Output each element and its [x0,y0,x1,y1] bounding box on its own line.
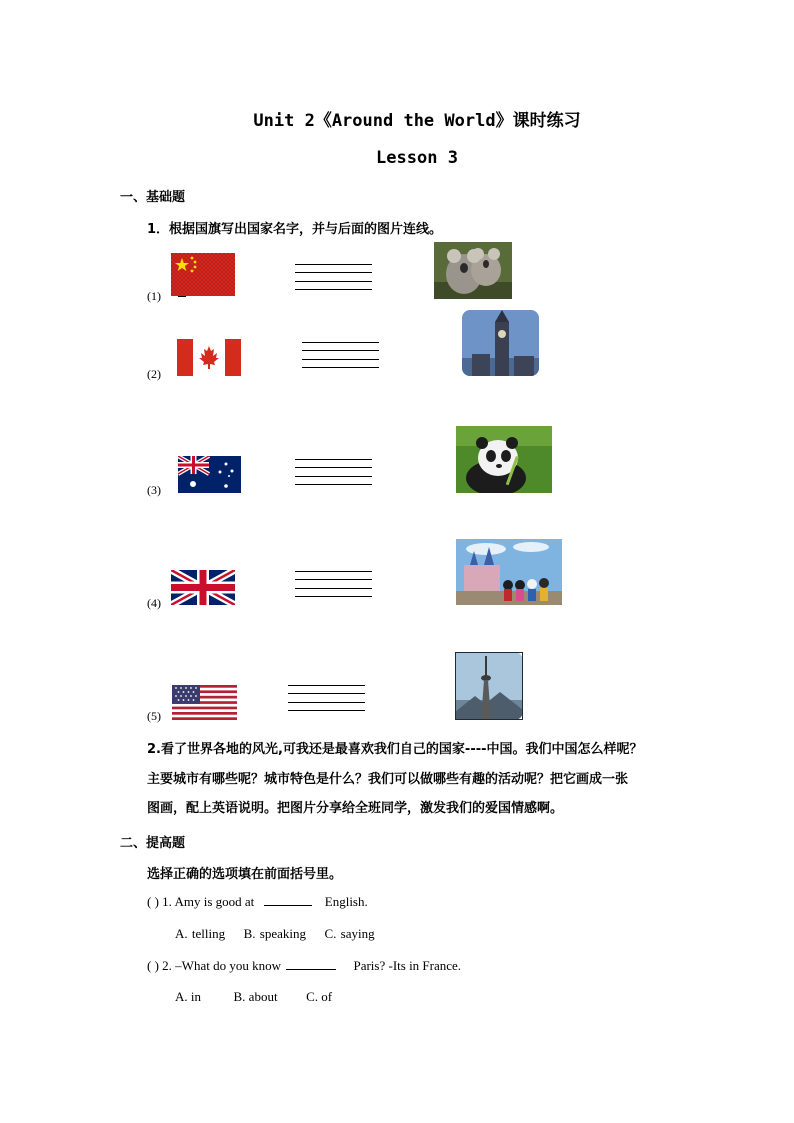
question-stem: 2. –What do you know [162,958,281,973]
answer-lines-1[interactable] [295,264,372,297]
mcq-2-options [175,989,332,1005]
option-b[interactable]: B. speaking [243,926,306,941]
page-title: Unit 2《Around the World》课时练习 [253,111,581,131]
question-after: English. [324,894,368,909]
option-c[interactable]: C. of [306,989,333,1004]
usa-flag [172,685,237,720]
question-2-line-3: 图画，配上英语说明。把图片分享给全班同学，激发我们的爱国情感啊。 [147,801,564,816]
mcq-2 [147,958,461,974]
answer-lines-2[interactable] [302,342,379,375]
koala-picture [434,242,512,299]
mcq-1 [147,894,368,910]
mcq-1-options [175,926,375,942]
answer-lines-5[interactable] [288,685,365,718]
section-heading-basic: 一、基础题 [120,190,186,205]
fill-blank[interactable] [264,905,312,906]
question-after: Paris? -Its in France. [353,958,462,973]
uk-flag [171,570,235,605]
disneyland-picture [456,539,562,605]
answer-paren[interactable]: ( ) [147,894,159,909]
item-number: (2) [147,367,161,381]
canada-flag [177,339,241,376]
item-number: (4) [147,596,161,610]
option-c[interactable]: C. saying [324,926,375,941]
underscore-mark [178,296,186,297]
option-b[interactable]: B. about [233,989,278,1004]
lesson-title: Lesson 3 [376,148,458,168]
option-a[interactable]: A. in [175,989,201,1004]
question-stem: 1. Amy is good at [162,894,255,909]
answer-lines-3[interactable] [295,459,372,492]
item-number: (1) [147,289,161,303]
big-ben-picture [462,310,539,376]
answer-lines-4[interactable] [295,571,372,604]
section-2-instruction: 选择正确的选项填在前面括号里。 [147,867,343,882]
question-2-line-1: 2.看了世界各地的风光,可我还是最喜欢我们自己的国家----中国。我们中国怎么样呢？ [147,742,643,757]
question-2-line-2: 主要城市有哪些呢？城市特色是什么？我们可以做哪些有趣的活动呢？把它画成一张 [147,772,629,787]
answer-paren[interactable]: ( ) [147,958,159,973]
china-flag [171,253,235,296]
item-number: (3) [147,483,161,497]
panda-picture [456,426,552,493]
cn-tower-picture [455,652,523,720]
item-number: (5) [147,709,161,723]
australia-flag [178,456,241,493]
question-1-text: 1．根据国旗写出国家名字，并与后面的图片连线。 [147,222,443,237]
section-heading-advanced: 二、提高题 [120,836,186,851]
fill-blank[interactable] [286,969,336,970]
option-a[interactable]: A. telling [175,926,226,941]
